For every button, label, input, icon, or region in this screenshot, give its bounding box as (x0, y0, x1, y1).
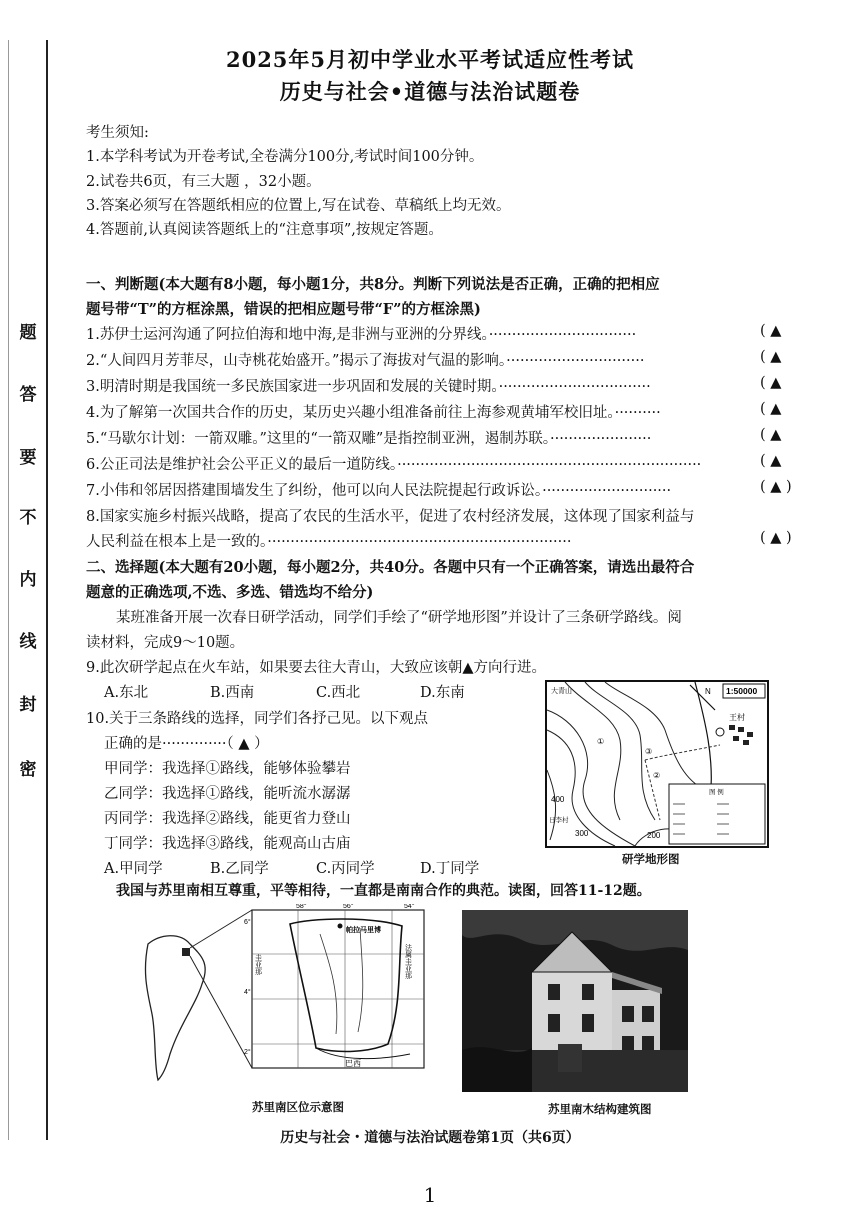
option-c: C.西北 (316, 685, 361, 701)
material-intro-cont: 读材料，完成9～10题。 (86, 635, 245, 651)
answer-mark: ( ▲ (760, 349, 782, 365)
judge-question-8-cont: 人民利益在根本上是一致的。·································································· (86, 534, 572, 550)
material-intro-2: 我国与苏里南相互尊重，平等相待，一直都是南南合作的典范。读图，回答11-12题。 (116, 883, 651, 899)
brazil-label: 巴西 (345, 1059, 361, 1068)
question-9 (86, 656, 546, 677)
village-label: 王村 (729, 713, 745, 722)
judge-question: 2.“人间四月芳菲尽，山寺桃花始盛开。”揭示了海拔对气温的影响。······························ (86, 353, 645, 369)
option-d: D.丁同学 (420, 861, 480, 877)
answer-mark: ( ▲ (760, 401, 782, 417)
notice-item: 4.答题前,认真阅读答题纸上的“注意事项”,按规定答题。 (86, 222, 443, 238)
exam-title: 2025年5月初中学业水平考试适应性考试 (225, 47, 635, 72)
binding-char: 答 (19, 385, 37, 405)
option-b: B.乙同学 (210, 861, 269, 877)
binding-char: 题 (19, 323, 37, 343)
judge-question: 3.明清时期是我国统一多民族国家进一步巩固和发展的关键时期。································· (86, 379, 651, 395)
option-d: D.东南 (420, 685, 465, 701)
view-yi: 乙同学：我选择①路线，能听流水潺潺 (104, 786, 351, 802)
judge-question: 5.“马歇尔计划：一箭双雕。”这里的“一箭双雕”是指控制亚洲，遏制苏联。······················ (86, 431, 652, 447)
french-guiana-label: 法属圭亚那 (404, 944, 412, 979)
binding-char: 不 (19, 508, 37, 528)
route-2-label: ② (653, 771, 661, 780)
binding-char: 密 (19, 760, 37, 780)
page-footer: 历史与社会・道德与法治试题卷第1页（共6页） (280, 1130, 580, 1146)
contour-200: 200 (647, 831, 661, 840)
building-photo-caption: 苏里南木结构建筑图 (548, 1102, 652, 1116)
option-b: B.西南 (210, 685, 255, 701)
view-ding: 丁同学：我选择③路线，能观高山古庙 (104, 836, 351, 852)
question-9-blank: ▲ (462, 660, 474, 676)
scale-label: 1:50000 (726, 686, 758, 696)
binding-char: 封 (19, 695, 37, 715)
question-9-tail: 方向行进。 (473, 660, 546, 676)
judge-question-8: 8.国家实施乡村振兴战略，提高了农民的生活水平，促进了农村经济发展，这体现了国家利益与 (86, 509, 695, 525)
route-3-label: ③ (645, 747, 653, 756)
answer-mark: ( ▲ (760, 375, 782, 391)
route-1-label: ① (597, 737, 605, 746)
guyana-label: 圭亚那 (254, 954, 262, 975)
legend-title: 图 例 (709, 789, 724, 796)
binding-char: 内 (19, 570, 37, 590)
lon-58-label: 58° (296, 904, 307, 910)
qingshan-label: 大青山 (551, 688, 572, 695)
question-10: 10.关于三条路线的选择，同学们各抒己见。以下观点 (86, 711, 429, 727)
page-number: 1 (423, 1183, 437, 1207)
notice-heading: 考生须知: (86, 125, 149, 141)
binding-char: 线 (19, 632, 37, 652)
wooden-building-photo (462, 910, 688, 1092)
material-intro: 某班准备开展一次春日研学活动，同学们手绘了“研学地形图”并设计了三条研学路线。阅 (116, 610, 682, 626)
option-a: A.甲同学 (104, 861, 163, 877)
terrain-map (545, 680, 769, 848)
lat-6-label: 6° (244, 919, 251, 926)
lat-2-label: 2° (244, 1049, 251, 1056)
notice-item: 2.试卷共6页，有三大题 ，32小题。 (86, 174, 321, 190)
view-jia: 甲同学：我选择①路线，能够体验攀岩 (104, 761, 351, 777)
north-label: N (705, 687, 711, 696)
terrain-map-caption: 研学地形图 (622, 852, 680, 866)
judge-question: 1.苏伊士运河沟通了阿拉伯海和地中海,是非洲与亚洲的分界线。································ (86, 327, 637, 343)
answer-mark: ( ▲ (760, 323, 782, 339)
capital-label: 帕拉马里博 (346, 927, 381, 934)
contour-300: 300 (575, 829, 589, 838)
section2-heading-cont: 题意的正确选项,不选、多选、错选均不给分) (86, 584, 374, 601)
contour-400: 400 (551, 795, 565, 804)
option-c: C.丙同学 (316, 861, 375, 877)
section1-heading: 一、判断题(本大题有8小题，每小题1分，共8分。判断下列说法是否正确，正确的把相应 (86, 276, 660, 293)
answer-mark: ( ▲ (760, 453, 782, 469)
suriname-location-map (140, 904, 440, 1084)
section2-heading: 二、选择题(本大题有20小题，每小题2分，共40分。各题中只有一个正确答案，请选出最符合 (86, 559, 695, 576)
lat-4-label: 4° (244, 989, 251, 996)
answer-mark: ( ▲ ) (760, 479, 792, 495)
option-a: A.东北 (104, 685, 149, 701)
view-bing: 丙同学：我选择②路线，能更省力登山 (104, 811, 351, 827)
judge-question: 6.公正司法是维护社会公平正义的最后一道防线。·································································· (86, 457, 702, 473)
binding-line (46, 40, 48, 1140)
answer-mark: ( ▲ (760, 427, 782, 443)
answer-mark: ( ▲ ) (760, 530, 792, 546)
notice-item: 3.答案必须写在答题纸相应的位置上,写在试卷、草稿纸上均无效。 (86, 198, 511, 214)
riverside-village-label: 日李村 (549, 817, 569, 824)
judge-question: 7.小伟和邻居因搭建围墙发生了纠纷，他可以向人民法院提起行政诉讼。···························· (86, 483, 672, 499)
section1-heading-cont: 题号带“T”的方框涂黑，错误的把相应题号带“F”的方框涂黑) (86, 301, 481, 318)
lon-54-label: 54° (404, 904, 415, 910)
exam-subtitle: 历史与社会•道德与法治试题卷 (279, 79, 581, 104)
binding-char: 要 (19, 448, 37, 468)
lon-56-label: 56° (343, 904, 354, 910)
judge-question: 4.为了解第一次国共合作的历史，某历史兴趣小组准备前往上海参观黄埔军校旧址。·········· (86, 405, 661, 421)
suriname-map-caption: 苏里南区位示意图 (252, 1100, 344, 1114)
question-10-cont: 正确的是··············（ ▲ ） (104, 736, 269, 752)
question-9-text: 9.此次研学起点在火车站，如果要去往大青山，大致应该朝 (86, 660, 463, 676)
notice-item: 1.本学科考试为开卷考试,全卷满分100分,考试时间100分钟。 (86, 149, 484, 165)
binding-line-inner (8, 40, 9, 1140)
